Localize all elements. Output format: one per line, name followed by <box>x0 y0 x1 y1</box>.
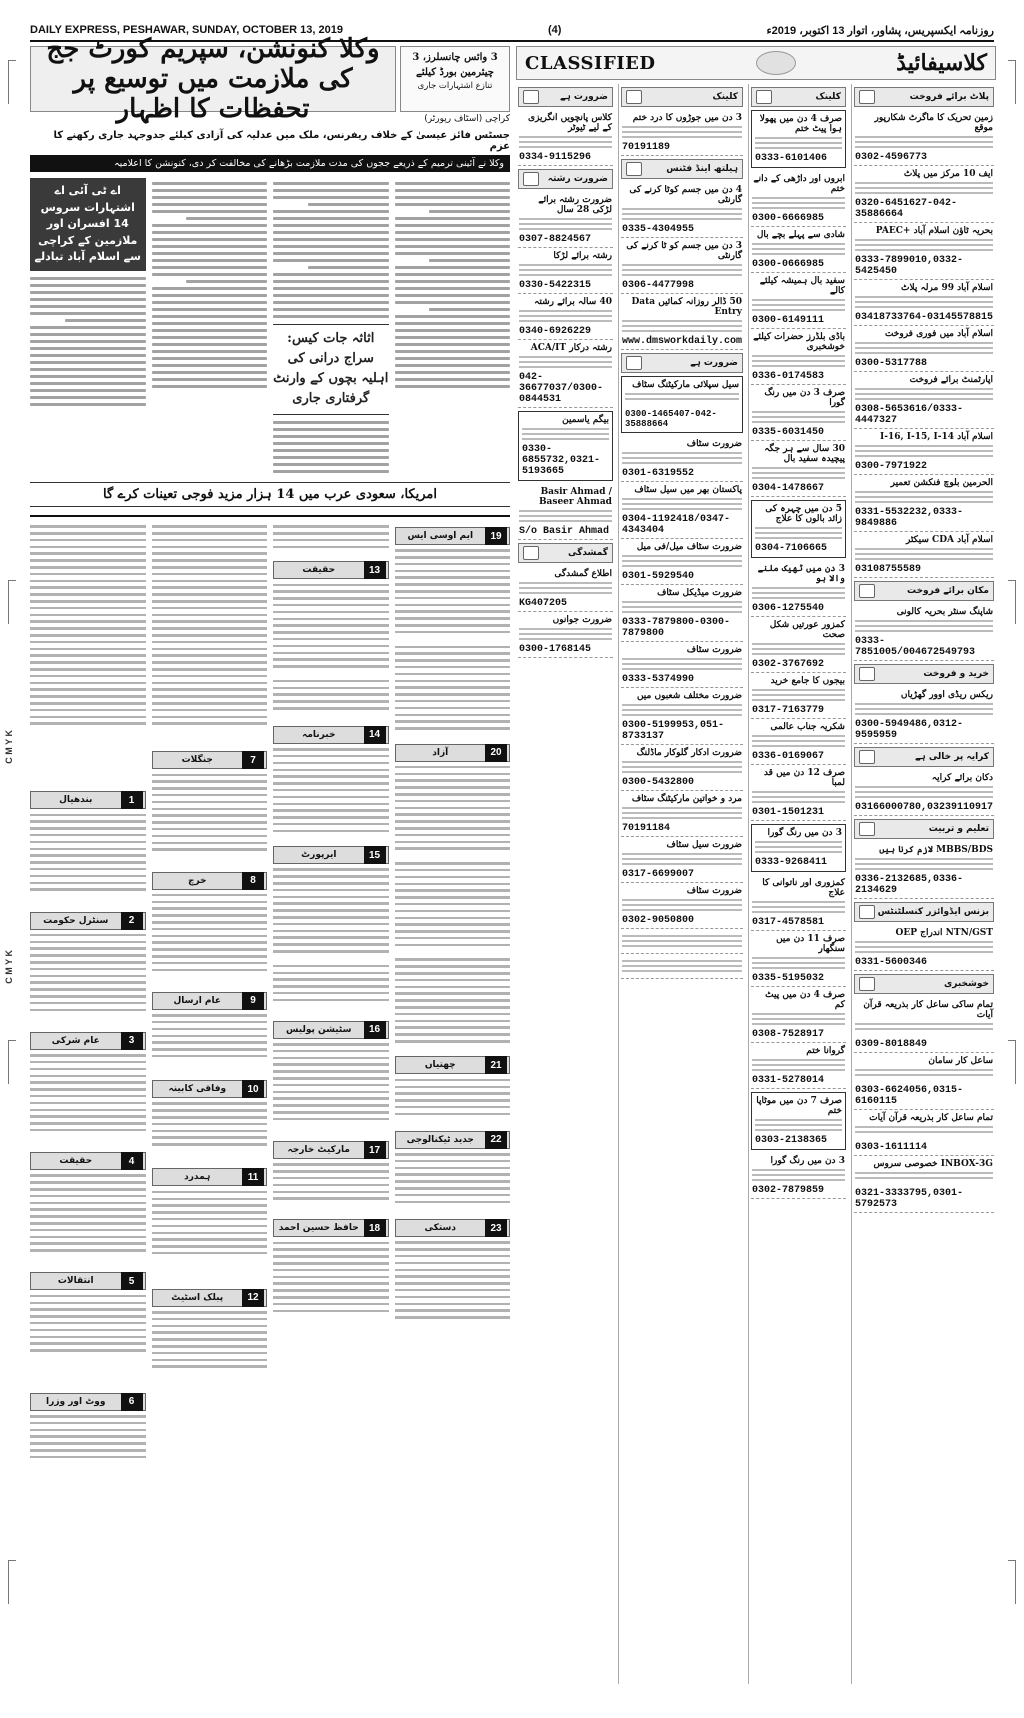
ad-phone: 0336-2132685,0336-2134629 <box>854 874 963 896</box>
ad-phone: 0309-8018849 <box>854 1039 927 1050</box>
ad-heading: ضرورت سٹاف <box>686 439 742 449</box>
listing-title: عام ارسال <box>173 995 222 1006</box>
registration-mark <box>8 60 16 104</box>
ad-phone: 0331-5532232,0333-9849886 <box>854 507 963 529</box>
ad-heading: بحریہ ٹاؤن اسلام آباد +PAEC <box>875 226 993 236</box>
classified-header <box>516 46 996 80</box>
listing-tag <box>30 1393 146 1411</box>
ad-phone: 0335-5195032 <box>752 973 825 984</box>
ad-heading: باڈی بلڈرز حضرات کیلئے خوشخبری <box>753 332 845 352</box>
ad-phone: 0304-1478667 <box>752 483 825 494</box>
listing-title: مارکیٹ خارجہ <box>287 1145 350 1156</box>
ad-heading: ضرورت مختلف شعبوں میں <box>636 691 742 701</box>
ad-phone: 0302-3767692 <box>752 659 825 670</box>
ad-phone: 0317-6699007 <box>621 869 694 880</box>
listing-title: چھتیاں <box>424 1060 456 1071</box>
ad-heading: اسلام آباد میں فوری فروخت <box>884 329 993 339</box>
cart-icon <box>859 667 875 681</box>
sub-deck: جسٹس فائز عیسیٰ کے خلاف ریفرنس، ملک میں عدلیہ کی آزادی کیلئے جدوجہد جاری رکھنے کا عزم <box>53 130 510 152</box>
story-column <box>395 178 511 478</box>
ad-heading: رشتہ درکار ACA/IT <box>530 343 612 353</box>
listing-title: پبلک اسٹیٹ <box>171 1292 224 1303</box>
category-tag-kharid: خرید و فروخت <box>854 664 994 684</box>
listing-tag <box>152 1289 268 1307</box>
ad-phone: 0303-2138365 <box>755 1135 828 1146</box>
ad-heading: صرف 12 دن میں قد لمبا <box>763 768 845 788</box>
ad-phone: KG407205 <box>519 598 568 609</box>
rings-icon <box>523 172 539 186</box>
category-tag-clinic: کلینک <box>751 87 846 107</box>
registration-mark <box>8 1560 16 1604</box>
ad-heading: پاکستان بھر میں سیل سٹاف <box>634 485 742 495</box>
listing-number: 4 <box>121 1152 143 1170</box>
ad-phone: 0333-9268411 <box>755 857 828 868</box>
ad-phone: 0301-6319552 <box>621 468 694 479</box>
ad-heading: ریکس ریڈی اوور گھڑیاں <box>900 690 993 700</box>
ad-phone: 042-36677037/0300-0844531 <box>519 372 604 405</box>
ad-phone: 0300-5949486,0312-9595959 <box>854 719 963 741</box>
story-column <box>273 178 389 478</box>
ad-phone: 0306-1275540 <box>752 603 825 614</box>
classified-section <box>516 46 996 1696</box>
ad-heading: 40 سالہ برائے رشتہ <box>534 297 612 307</box>
ad-heading: Basir Ahmad / Baseer Ahmad <box>538 487 612 507</box>
listing-title: ووٹ اور وزرا <box>46 1396 106 1407</box>
ad-phone: 0300-5432800 <box>621 777 694 788</box>
briefcase-icon <box>523 90 539 104</box>
listing-title: وفاقی کابینہ <box>168 1084 227 1095</box>
listing-title: انتقالات <box>57 1276 94 1287</box>
classified-emblem-icon <box>756 51 796 75</box>
ad-heading: NTN/GST اندراج OEP <box>895 928 993 938</box>
ad-heading: شکریہ جناب عالمی <box>770 722 845 732</box>
ad-heading: مرد و خواتین مارکیٹنگ سٹاف <box>631 794 742 804</box>
ad-phone: 0331-5600346 <box>854 957 927 968</box>
listing-title: سٹیشن پولیس <box>286 1024 352 1035</box>
story-column <box>152 178 268 478</box>
boxed-headline: اے ٹی آئی اے اشتہارات سروس 14 افسران اور ملازمین کے کراچی سے اسلام آباد تبادلے <box>30 178 146 271</box>
sub-story-headline: اثاثہ جات کیس: سراج درانی کی اہلیہ بچوں کے وارنٹ گرفتاری جاری <box>273 324 389 415</box>
masthead-date-english: DAILY EXPRESS, PESHAWAR, SUNDAY, OCTOBER 13, 2019 <box>30 24 344 36</box>
ad-heading: کمزور عورتیں شکل صحت <box>769 620 845 640</box>
listing-title: عام شرکی <box>51 1035 100 1046</box>
category-tag-makan: مکان برائے فروخت <box>854 581 994 601</box>
listing-number: 2 <box>121 912 143 930</box>
listing-number: 22 <box>485 1131 507 1149</box>
ad-phone: 70191184 <box>621 823 670 834</box>
lead-headline: وکلا کنونشن، سپریم کورٹ جج کی ملازمت میں توسیع پر تحفظات کا اظہار <box>46 34 380 124</box>
listing-title: خبرنامہ <box>302 729 336 740</box>
ad-phone: 0308-7528917 <box>752 1029 825 1040</box>
ad-website: 0300-1465407-042-35888664 <box>624 409 717 429</box>
ad-heading: گروانا ختم <box>806 1046 845 1056</box>
listing-title: سنٹرل حکومت <box>43 915 109 926</box>
listing-title: دستکی <box>424 1223 456 1234</box>
ad-heading: سیل سپلائی مارکیٹنگ سٹاف <box>632 380 739 390</box>
ad-phone: 0333-5374990 <box>621 674 694 685</box>
listing-title: حافظ حسین احمد <box>278 1223 359 1234</box>
ad-phone: 0336-0169067 <box>752 751 825 762</box>
listing-tag <box>273 846 389 864</box>
teaser-title: 3 وائس چانسلرز، 3 چیئرمین بورڈ کیلئے <box>412 52 498 78</box>
listing-tag <box>273 1219 389 1237</box>
listing-tag <box>30 791 146 809</box>
classified-title-urdu: کلاسیفائیڈ <box>896 50 987 76</box>
listing-column <box>30 521 146 1601</box>
cmyk-mark: C M Y K <box>4 950 14 984</box>
registration-mark <box>1008 1040 1016 1084</box>
ad-heading: ضرورت جوانوں <box>552 615 612 625</box>
ad-heading: دکان برائے کرایہ <box>931 773 993 783</box>
ad-heading: صرف 4 دن میں پیٹ کم <box>765 990 845 1010</box>
category-tag-khushkhabri: خوشخبری <box>854 974 994 994</box>
ad-heading: ایف 10 مرکز میں پلاٹ <box>903 169 993 179</box>
listing-tag <box>30 1272 146 1290</box>
registration-mark <box>1008 1560 1016 1604</box>
listing-number: 5 <box>121 1272 143 1290</box>
briefcase-icon <box>859 905 875 919</box>
listing-number: 14 <box>364 726 386 744</box>
category-tag-rishta: ضرورت رشتہ <box>518 169 613 189</box>
house-icon <box>859 584 875 598</box>
ad-phone: 0335-6031450 <box>752 427 825 438</box>
ad-heading: اسلام آباد 99 مرلہ پلاٹ <box>901 283 993 293</box>
category-tag-zarurat: ضرورت ہے <box>621 353 743 373</box>
category-tag-business: بزنس ایڈوائزر کنسلٹنٹس <box>854 902 994 922</box>
registration-mark <box>1008 580 1016 624</box>
ad-heading: کمزوری اور ناتوانی کا علاج <box>762 878 845 898</box>
ad-phone: 0333-7851005/004672549793 <box>854 636 975 658</box>
ad-heading: اپارٹمنٹ برائے فروخت <box>909 375 993 385</box>
category-tag-gumshuda: گمشدگی <box>518 543 613 563</box>
ad-heading: صرف 4 دن میں پھولا ہوا پیٹ ختم <box>759 114 842 134</box>
ad-phone: 0300-1768145 <box>519 644 592 655</box>
listing-number: 19 <box>485 527 507 545</box>
ad-phone: 0320-6451627-042-35886664 <box>854 198 957 220</box>
key-icon <box>859 750 875 764</box>
ad-phone: 0300-5199953,051-8733137 <box>621 720 724 742</box>
ad-phone: 0317-4578581 <box>752 917 825 928</box>
category-tag-taleem: تعلیم و تربیت <box>854 819 994 839</box>
listing-tag <box>273 561 389 579</box>
ad-phone: 0301-1501231 <box>752 807 825 818</box>
ad-heading: شادی سے پہلے بچے بال <box>756 230 845 240</box>
teaser-box <box>400 46 510 112</box>
clinic-icon <box>756 90 772 104</box>
registration-mark <box>8 1040 16 1084</box>
ad-heading: صرف 7 دن میں موٹاپا ختم <box>756 1096 842 1116</box>
ad-heading: 30 سال سے ہر جگہ پیچیدہ سفید بال <box>764 444 845 464</box>
ad-heading: الحرمین بلوچ فنکشن تعمیر <box>890 478 993 488</box>
ad-phone: 0333-7899010,0332-5425450 <box>854 255 963 277</box>
house-icon <box>859 90 875 104</box>
ad-phone: 0336-0174583 <box>752 371 825 382</box>
listing-title: جنگلات <box>181 755 213 766</box>
listing-number: 21 <box>485 1056 507 1074</box>
ad-heading: 3 دن میں رنگ گورا <box>767 828 842 838</box>
ad-heading: ضرورت سٹاف <box>686 886 742 896</box>
classified-column-clinic-1 <box>748 84 848 1684</box>
ad-heading: زمین تحریک کا ماگرٹ شکارپور موقع <box>874 113 993 133</box>
ad-heading: MBBS/BDS لازم کرنا ہیں <box>879 845 993 855</box>
listing-title: ہمدرد <box>184 1172 211 1183</box>
listing-number: 7 <box>242 751 264 769</box>
masthead-date-urdu: روزنامہ ایکسپریس، پشاور، اتوار 13 اکتوبر، 2019ء <box>766 24 994 37</box>
listing-tag <box>152 751 268 769</box>
ad-phone: 0300-7971922 <box>854 461 927 472</box>
registration-mark <box>8 580 16 624</box>
listing-number: 11 <box>242 1168 264 1186</box>
ad-heading: ساعل کار سامان <box>928 1056 993 1066</box>
story-column <box>30 178 146 478</box>
listing-number: 16 <box>364 1021 386 1039</box>
ad-phone: 0331-5278014 <box>752 1075 825 1086</box>
byline: کراچی (اسٹاف رپورٹر) <box>424 114 510 124</box>
ad-phone: 0334-9115296 <box>519 152 592 163</box>
ad-phone: 0302-7879859 <box>752 1185 825 1196</box>
listing-tag <box>395 744 511 762</box>
ad-heading: ضرورت سٹاف <box>686 645 742 655</box>
listing-number: 10 <box>242 1080 264 1098</box>
classified-column-clinic-2 <box>618 84 745 1684</box>
ad-heading: تمام ساعل کار بذریعہ قرآن آیات <box>869 1113 993 1123</box>
ad-heading: 3 دن میں جسم کو ٹا کرنے کی گارنٹی <box>626 241 742 261</box>
ad-phone: 03166000780,03239110917 <box>854 802 993 813</box>
lead-headline-banner <box>30 34 396 124</box>
ad-phone: 0304-7106665 <box>755 543 828 554</box>
category-tag-zarurat: ضرورت ہے <box>518 87 613 107</box>
listing-tag <box>152 872 268 890</box>
lead-story-columns <box>30 178 510 478</box>
ad-phone: 0301-5929540 <box>621 571 694 582</box>
listing-number: 13 <box>364 561 386 579</box>
registration-mark <box>1008 60 1016 104</box>
ad-heading: اسلام آباد CDA سیکٹر <box>905 535 993 545</box>
listing-title: جدید ٹیکنالوجی <box>406 1134 474 1145</box>
listing-tag <box>273 726 389 744</box>
listing-number: 17 <box>364 1141 386 1159</box>
listing-title: خرچ <box>187 875 207 886</box>
listing-number: 20 <box>485 744 507 762</box>
classified-column-rishta <box>516 84 615 1684</box>
listing-number: 9 <box>242 992 264 1010</box>
ad-phone: www.dmsworkdaily.com <box>621 336 742 347</box>
ad-heading: 3 دن میں رنگ گورا <box>770 1156 845 1166</box>
sub-story-headline-2: امریکا، سعودی عرب میں 14 ہزار مزید فوجی تعینات کرے گا <box>30 482 510 507</box>
ad-heading: تمام ساکی ساعل کار بذریعہ قرآن آیات <box>863 1000 993 1020</box>
ad-phone: 03418733764-03145578815 <box>854 312 993 323</box>
ad-heading: ابروں اور داڑھی کے دانے ختم <box>753 174 845 194</box>
ad-phone: 0304-1192418/0347-4343404 <box>621 514 730 536</box>
listing-number: 18 <box>364 1219 386 1237</box>
category-tag-kiraya: کرایہ پر خالی ہے <box>854 747 994 767</box>
ad-phone: 0308-5653616/0333-4447327 <box>854 404 963 426</box>
ad-phone: 0300-6149111 <box>752 315 825 326</box>
listing-number: 15 <box>364 846 386 864</box>
ad-heading: ضرورت سیل سٹاف <box>666 840 742 850</box>
numbered-listing-grid <box>30 521 510 1601</box>
ad-phone: 0303-6624056,0315-6160115 <box>854 1085 963 1107</box>
ad-phone: 0307-8824567 <box>519 234 592 245</box>
listing-tag <box>395 527 511 545</box>
listing-title: ایرپورٹ <box>301 850 337 861</box>
ad-phone: S/o Basir Ahmad <box>519 526 610 537</box>
fitness-icon <box>626 162 642 176</box>
ad-heading: ضرورت ادکار گلوکار ماڈلنگ <box>636 748 742 758</box>
ad-heading: کلاس پانچویں انگریزی کے لیے ٹیوٹر <box>528 113 612 133</box>
ad-phone: 0330-6855732,0321-5193665 <box>522 444 601 477</box>
ad-heading: 50 ڈالر روزانہ کمائیں Data Entry <box>631 297 742 317</box>
ad-phone: 0303-1611114 <box>854 1142 927 1153</box>
ad-phone: 0302-9050800 <box>621 915 694 926</box>
listing-number: 8 <box>242 872 264 890</box>
ad-phone: 70191189 <box>621 142 670 153</box>
briefcase-icon <box>626 356 642 370</box>
ad-heading: 3 دن میں جوڑوں کا درد ختم <box>632 113 742 123</box>
listing-title: آزاد <box>432 747 449 758</box>
ad-heading: 4 دن میں جسم کوٹا کرنے کی گارنٹی <box>629 185 742 205</box>
listing-tag <box>273 1141 389 1159</box>
ad-phone: 0300-6666985 <box>752 213 825 224</box>
ad-heading: بیگم یاسمین <box>562 415 609 425</box>
cmyk-mark: C M Y K <box>4 730 14 764</box>
ad-heading: اطلاع گمشدگی <box>554 569 612 579</box>
ad-phone: 0300-0666985 <box>752 259 825 270</box>
listing-column <box>273 521 389 1601</box>
ad-heading: بیجوں کا جامع خرید <box>770 676 845 686</box>
ad-phone: 0333-7879800-0300-7879800 <box>621 617 730 639</box>
classified-grid <box>516 84 996 1684</box>
listing-title: حقیقت <box>302 565 336 576</box>
page-number: (4) <box>548 24 562 36</box>
listing-tag <box>30 1032 146 1050</box>
category-tag-clinic: کلینک <box>621 87 743 107</box>
ad-phone: 0302-4596773 <box>854 152 927 163</box>
listing-number: 3 <box>121 1032 143 1050</box>
ad-heading: صرف 3 دن میں رنگ گورا <box>764 388 845 408</box>
listing-column <box>395 521 511 1601</box>
ad-heading: صرف 11 دن میں سنگھار <box>776 934 845 954</box>
ad-heading: ضرورت میڈیکل سٹاف <box>657 588 742 598</box>
listing-title: بندھیال <box>59 795 93 806</box>
listing-tag <box>152 1168 268 1186</box>
classified-title-english: CLASSIFIED <box>525 52 656 74</box>
clinic-icon <box>626 90 642 104</box>
ad-heading: شاپنگ سنٹر بحریہ کالونی <box>896 607 993 617</box>
ad-phone: 0340-6926229 <box>519 326 592 337</box>
megaphone-icon <box>523 546 539 560</box>
listing-title: ایم اوسی ایس <box>407 531 474 541</box>
ad-phone: 0300-5317788 <box>854 358 927 369</box>
ad-heading: رشتہ برائے لڑکا <box>553 251 612 261</box>
highlight-bar: وکلا نے آئینی ترمیم کے ذریعے ججوں کی مدت ملازمت بڑھانے کی مخالفت کر دی، کنونشن کا اعلامیہ <box>30 155 510 172</box>
listing-tag <box>152 992 268 1010</box>
ad-heading: ضرورت رشتہ برائے لڑکی 28 سال <box>538 195 612 215</box>
ad-heading: INBOX-3G خصوصی سروس <box>873 1159 993 1169</box>
ad-heading: ضرورت سٹاف میل/فی میل <box>636 542 742 552</box>
book-icon <box>859 822 875 836</box>
ad-phone: 0306-4477998 <box>621 280 694 291</box>
ad-heading: سفید بال ہمیشہ کیلئے کالے <box>759 276 845 296</box>
listing-tag <box>152 1080 268 1098</box>
listing-title: حقیقت <box>59 1156 93 1167</box>
ad-phone: 0317-7163779 <box>752 705 825 716</box>
category-tag-health: ہیلتھ اینڈ فٹنس <box>621 159 743 179</box>
listing-tag <box>273 1021 389 1039</box>
ad-phone: 0335-4304955 <box>621 224 694 235</box>
listing-tag <box>395 1131 511 1149</box>
news-section <box>30 34 510 1696</box>
listing-tag <box>395 1219 511 1237</box>
listing-number: 6 <box>121 1393 143 1411</box>
listing-column <box>152 521 268 1601</box>
listing-number: 1 <box>121 791 143 809</box>
classified-column-property <box>851 84 996 1684</box>
ad-heading: اسلام آباد I-16, I-15, I-14 <box>880 432 993 442</box>
listing-tag <box>30 1152 146 1170</box>
ad-phone: 03108755589 <box>854 564 921 575</box>
ad-heading: 3 دن میں ٹھیک ملنے والا ہو <box>757 564 845 584</box>
ad-phone: 0321-3333795,0301-5792573 <box>854 1188 963 1210</box>
ad-phone: 0333-6101406 <box>755 153 828 164</box>
star-icon <box>859 977 875 991</box>
category-tag-plot: پلاٹ برائے فروخت <box>854 87 994 107</box>
listing-number: 12 <box>242 1289 264 1307</box>
listing-tag <box>30 912 146 930</box>
ad-heading: 5 دن میں چہرہ کی زائد بالوں کا علاج <box>765 504 842 524</box>
teaser-text: تنازع اشتہارات جاری <box>417 81 493 91</box>
listing-number: 23 <box>485 1219 507 1237</box>
ad-phone: 0330-5422315 <box>519 280 592 291</box>
listing-tag <box>395 1056 511 1074</box>
